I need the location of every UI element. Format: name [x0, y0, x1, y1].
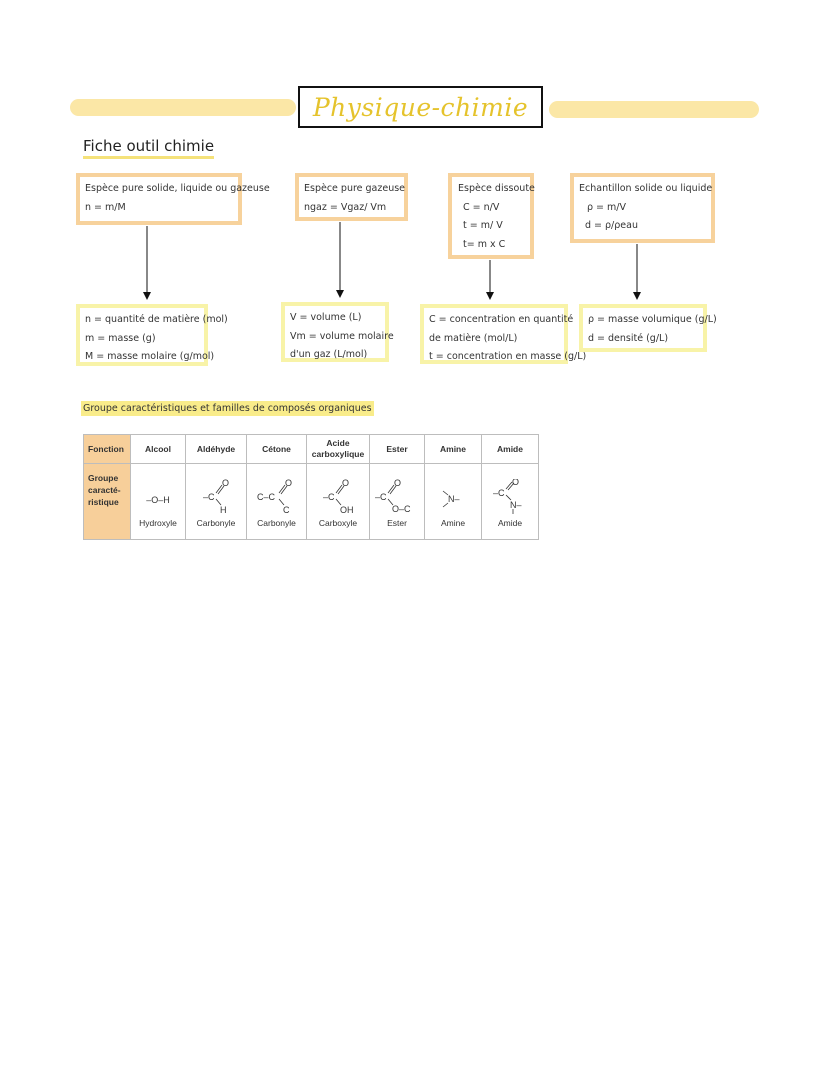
svg-text:O–C: O–C: [392, 503, 411, 514]
definition-line: Espèce pure solide, liquide ou gazeuse: [85, 183, 270, 194]
result-line: Vm = volume molaire: [290, 330, 394, 342]
svg-text:C: C: [282, 504, 289, 515]
result-box-quantity: [76, 304, 228, 366]
svg-text:–C: –C: [203, 491, 215, 502]
definition-line: t= m x C: [463, 238, 506, 250]
definition-line: Espèce dissoute: [458, 183, 535, 194]
page-subtitle: Fiche outil chimie: [83, 137, 214, 159]
col-header-acide: [307, 435, 370, 464]
aldehyde-structure-icon: [193, 479, 239, 515]
group-name: Amide: [497, 517, 523, 528]
col-header-acide-line: carboxylique: [311, 449, 365, 459]
page-title: Physique-chimie: [312, 92, 529, 122]
group-name: Carbonyle: [196, 517, 236, 528]
functional-groups-table: [83, 434, 539, 540]
table-header-row: [84, 435, 539, 464]
col-header-cetone: Cétone: [247, 435, 307, 464]
result-box-volume: [281, 302, 394, 362]
struct-cell-acide: [307, 464, 370, 540]
row-label-cell: [84, 464, 131, 540]
group-name: Carboxyle: [318, 517, 358, 528]
amine-structure-icon: [430, 479, 476, 515]
struct-cell-amine: [425, 464, 482, 540]
row-label-line: Groupe: [88, 473, 119, 483]
result-line: C = concentration en quantité: [429, 314, 574, 325]
struct-cell-cetone: [247, 464, 307, 540]
definition-line: Echantillon solide ou liquide: [579, 183, 713, 194]
definition-line: t = m/ V: [463, 220, 503, 231]
svg-text:N–: N–: [448, 493, 460, 504]
definition-line: Espèce pure gazeuse: [304, 183, 406, 194]
ester-structure-icon: [372, 479, 422, 515]
svg-text:O: O: [342, 478, 350, 488]
header-label-cell: Fonction: [84, 435, 131, 464]
definition-line: n = m/M: [85, 201, 126, 213]
svg-text:–O–H: –O–H: [146, 494, 170, 505]
hydroxyl-structure-icon: [135, 479, 181, 515]
result-box-density: [579, 304, 717, 352]
table-group-row: [84, 464, 539, 540]
result-line: V = volume (L): [290, 312, 362, 323]
svg-text:O: O: [394, 478, 402, 488]
result-box-concentration: [420, 304, 587, 364]
ketone-structure-icon: [254, 479, 300, 515]
group-name: Ester: [387, 517, 407, 528]
col-header-ester: Ester: [370, 435, 425, 464]
result-line: t = concentration en masse (g/L): [429, 351, 587, 362]
col-header-aldehyde: Aldéhyde: [186, 435, 247, 464]
svg-text:H: H: [220, 504, 227, 515]
col-header-amine: Amine: [425, 435, 482, 464]
row-label-line: ristique: [88, 497, 119, 507]
group-name: Carbonyle: [257, 517, 296, 528]
col-header-acide-line: Acide: [326, 438, 350, 448]
section-heading: Groupe caractéristiques et familles de composés organiques: [83, 403, 372, 414]
struct-cell-aldehyde: [186, 464, 247, 540]
result-line: ρ = masse volumique (g/L): [588, 314, 717, 325]
svg-text:C–C: C–C: [256, 491, 275, 502]
svg-text:O: O: [222, 478, 230, 488]
struct-cell-alcool: [131, 464, 186, 540]
result-line: de matière (mol/L): [429, 332, 518, 344]
result-line: n = quantité de matière (mol): [85, 314, 228, 325]
svg-text:–C: –C: [493, 487, 505, 498]
group-name: Amine: [440, 517, 466, 528]
definition-line: d = ρ/ρeau: [585, 220, 638, 231]
svg-text:OH: OH: [340, 504, 354, 515]
struct-cell-amide: [482, 464, 539, 540]
svg-text:O: O: [284, 478, 292, 488]
definition-line: ngaz = Vgaz/ Vm: [304, 201, 387, 213]
result-line: d'un gaz (L/mol): [290, 349, 368, 360]
svg-text:N–: N–: [510, 499, 522, 510]
result-line: d = densité (g/L): [588, 332, 669, 344]
definition-line: ρ = m/V: [587, 201, 626, 213]
svg-text:–C: –C: [375, 491, 387, 502]
result-line: m = masse (g): [85, 332, 156, 344]
group-name: Hydroxyle: [139, 517, 177, 528]
result-line: M = masse molaire (g/mol): [85, 351, 215, 362]
definition-line: C = n/V: [463, 201, 500, 213]
struct-cell-ester: [370, 464, 425, 540]
amide-structure-icon: [487, 479, 533, 515]
svg-text:O: O: [512, 478, 520, 487]
row-label-line: caracté-: [88, 485, 121, 495]
col-header-alcool: Alcool: [131, 435, 186, 464]
carboxyl-structure-icon: [315, 479, 361, 515]
svg-text:–C: –C: [323, 491, 335, 502]
col-header-amide: Amide: [482, 435, 539, 464]
